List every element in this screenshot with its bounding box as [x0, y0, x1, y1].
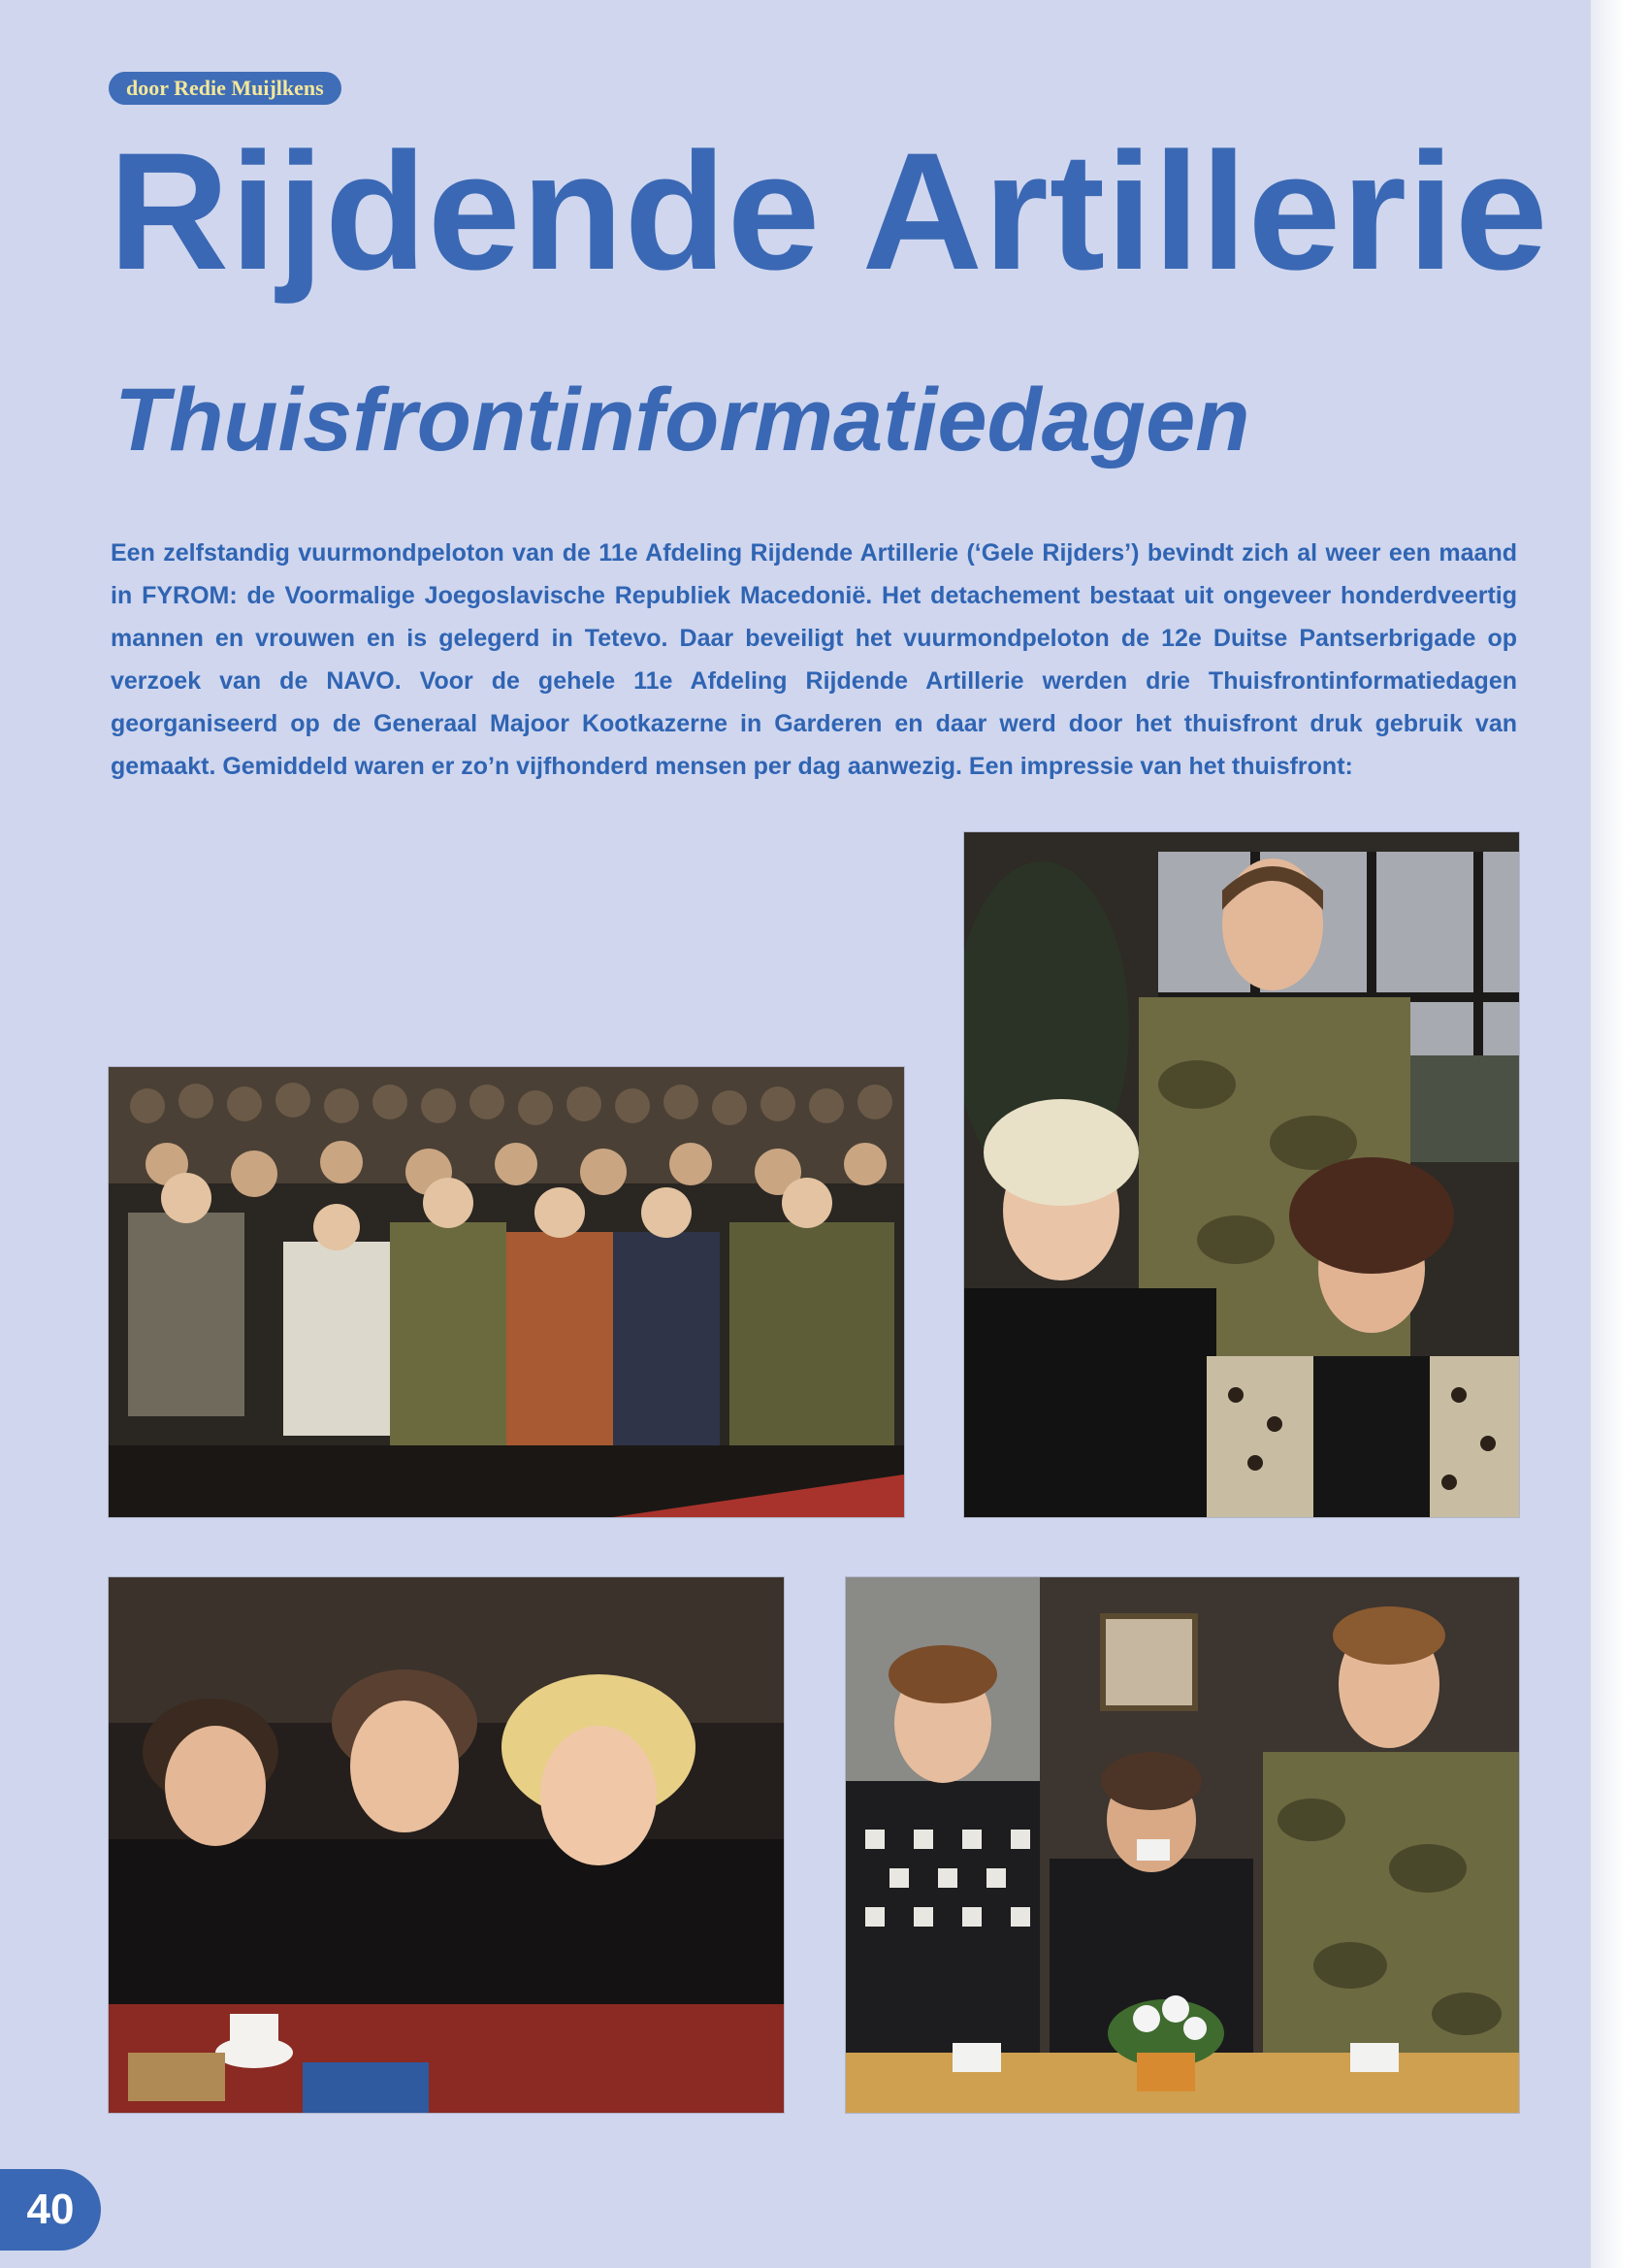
photo-laughing-women — [109, 1577, 784, 2113]
article-title: Rijdende Artillerie — [109, 118, 1549, 305]
photo-coffee-table — [846, 1577, 1519, 2113]
page-number: 40 — [0, 2169, 101, 2251]
photo-soldier-family — [964, 832, 1519, 1517]
article-subtitle: Thuisfrontinformatiedagen — [114, 371, 1250, 470]
intro-paragraph: Een zelfstandig vuurmondpeloton van de 11e Afdeling Rijdende Artillerie (‘Gele Rijders’) bevindt zich al weer een maand in FYROM: de Voormalige Joegoslavische Republiek Macedonië. Het detachement bestaat uit ongeveer honderdveertig mannen en vrouwen en is gelegerd in Tetevo. Daar beveiligt het vuurmondpeloton de 12e Duitse Pantserbrigade op verzoek van de NAVO. Voor de gehele 11e Afdeling Rijdende Artillerie werden drie Thuisfrontinformatiedagen georganiseerd op de Generaal Majoor Kootkazerne in Garderen en daar werd door het thuisfront druk gebruik van gemaakt. Gemiddeld waren er zo’n vijfhonderd mensen per dag aanwezig. Een impressie van het thuisfront: — [111, 539, 1517, 780]
scan-edge — [1591, 0, 1649, 2268]
photo-audience — [109, 1067, 904, 1517]
author-byline: door Redie Muijlkens — [109, 72, 341, 105]
